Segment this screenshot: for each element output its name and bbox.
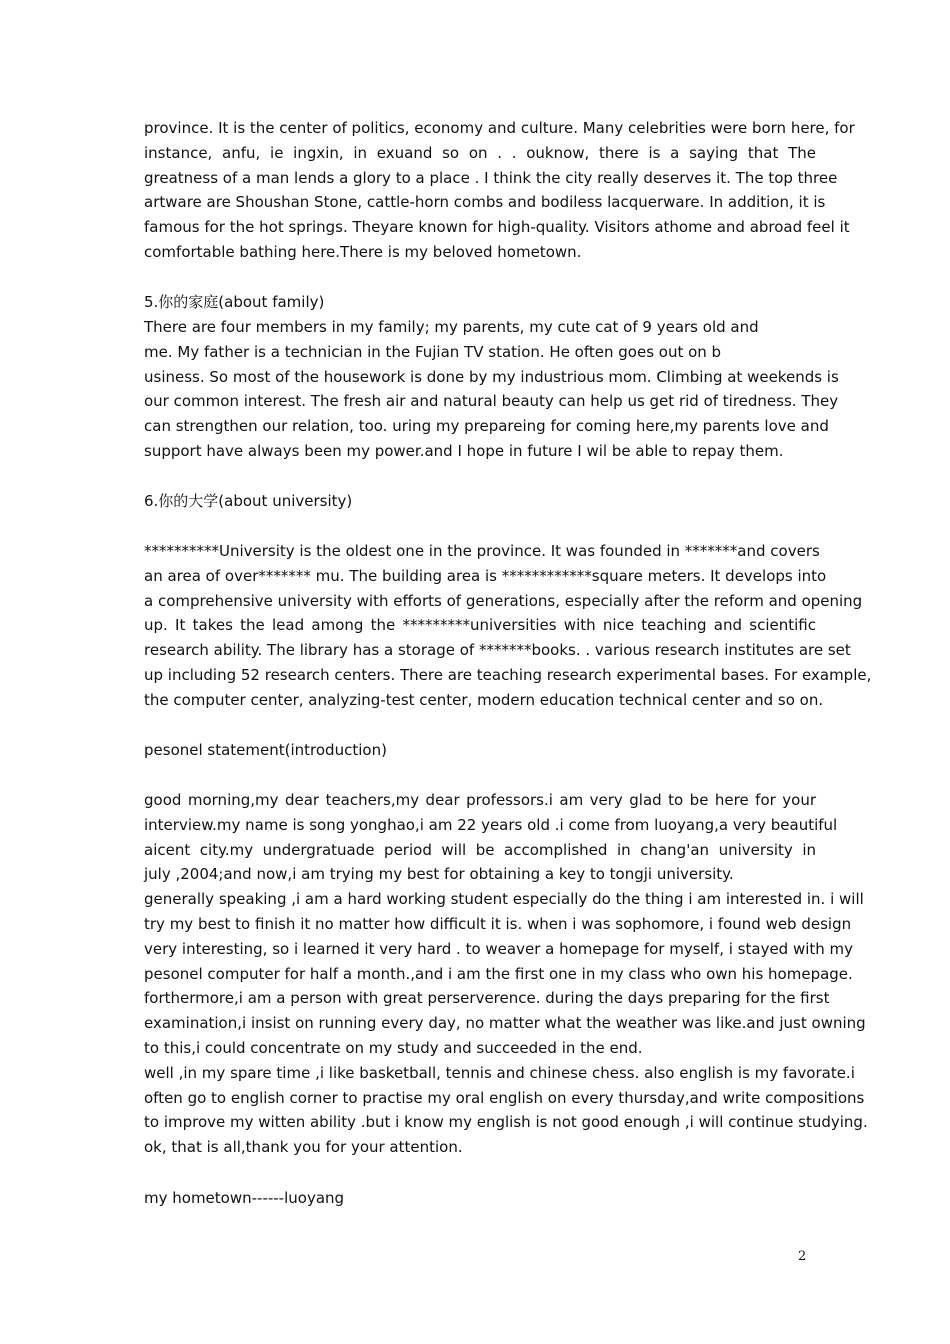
paragraph-university-heading: [144, 489, 816, 514]
text-line: artware are Shoushan Stone, cattle-horn combs and bodiless lacquerware. In addition, it is: [144, 193, 826, 212]
text-line: pesonel statement(introduction): [144, 741, 387, 759]
text-line: **********University is the oldest one in the province. It was founded in *******and covers: [144, 542, 820, 560]
text-line: support have always been my power.and I hope in future I wil be able to repay them.: [144, 441, 784, 460]
text-line: our common interest. The fresh air and natural beauty can help us get rid of tiredness. They: [144, 392, 839, 411]
text-line: good morning,my dear teachers,my dear professors.i am very glad to be here for your: [144, 791, 816, 809]
paragraph-family-body: [144, 315, 839, 464]
text-line: usiness. So most of the housework is done by my industrious mom. Climbing at weekends is: [144, 367, 839, 386]
text-line: to improve my witten ability .but i know my english is not good enough ,i will continue studying.: [144, 1113, 868, 1132]
text-line: pesonel computer for half a month.,and i am the first one in my class who own his homepage.: [144, 964, 853, 983]
text-line: often go to english corner to practise my oral english on every thursday,and write compositions: [144, 1088, 865, 1107]
text-line: the computer center, analyzing-test center, modern education technical center and so on.: [144, 690, 824, 709]
text-line: province. It is the center of politics, economy and culture. Many celebrities were born here, for: [144, 119, 855, 137]
paragraph-university-body: [144, 539, 872, 713]
text-line: 6.你的大学(about university): [144, 492, 353, 510]
text-line: try my best to finish it no matter how difficult it is. when i was sophomore, i found web design: [144, 914, 852, 933]
text-line: comfortable bathing here.There is my beloved hometown.: [144, 242, 582, 261]
text-line: examination,i insist on running every day, no matter what the weather was like.and just owning: [144, 1014, 866, 1033]
page-number: 2: [798, 1249, 807, 1264]
text-line: up. It takes the lead among the *********universities with nice teaching and scientific: [144, 616, 816, 635]
text-line: There are four members in my family; my parents, my cute cat of 9 years old and: [144, 318, 759, 336]
paragraph-hometown-end: [144, 116, 855, 265]
text-line: up including 52 research centers. There are teaching research experimental bases. For example,: [144, 665, 872, 684]
text-line: interview.my name is song yonghao,i am 22 years old .i come from luoyang,a very beautiful: [144, 815, 838, 834]
text-line: 5.你的家庭(about family): [144, 293, 325, 311]
text-line: ok, that is all,thank you for your attention.: [144, 1138, 463, 1157]
text-line: generally speaking ,i am a hard working student especially do the thing i am interested in. i will: [144, 890, 864, 909]
text-line: research ability. The library has a storage of *******books. . various research institutes are set: [144, 641, 851, 660]
text-line: forthermore,i am a person with great perserverence. during the days preparing for the first: [144, 989, 830, 1008]
text-line: me. My father is a technician in the Fujian TV station. He often goes out on b: [144, 342, 722, 361]
paragraph-hometown-heading: [144, 1186, 816, 1211]
text-line: to this,i could concentrate on my study and succeeded in the end.: [144, 1038, 643, 1057]
text-line: greatness of a man lends a glory to a place . I think the city really deserves it. The top three: [144, 168, 838, 187]
text-line: famous for the hot springs. Theyare known for high-quality. Visitors athome and abroad feel it: [144, 218, 850, 237]
text-line: very interesting, so i learned it very hard . to weaver a homepage for myself, i stayed with my: [144, 939, 854, 958]
paragraph-statement-heading: [144, 738, 816, 763]
text-line: can strengthen our relation, too. uring my prepareing for coming here,my parents love and: [144, 417, 829, 436]
paragraph-statement-body: [144, 788, 868, 1160]
text-line: instance, anfu, ie ingxin, in exuand so on . . ouknow, there is a saying that The: [144, 143, 816, 162]
text-line: an area of over******* mu. The building area is ************square meters. It develops into: [144, 566, 827, 585]
text-line: my hometown------luoyang: [144, 1189, 345, 1207]
paragraph-family-heading: [144, 290, 816, 315]
text-line: a comprehensive university with efforts of generations, especially after the reform and opening: [144, 591, 863, 610]
text-line: well ,in my spare time ,i like basketball, tennis and chinese chess. also english is my favorate.i: [144, 1063, 855, 1082]
text-line: july ,2004;and now,i am trying my best for obtaining a key to tongji university.: [144, 865, 734, 884]
text-line: aicent city.my undergratuade period will be accomplished in chang'an university in: [144, 840, 816, 859]
